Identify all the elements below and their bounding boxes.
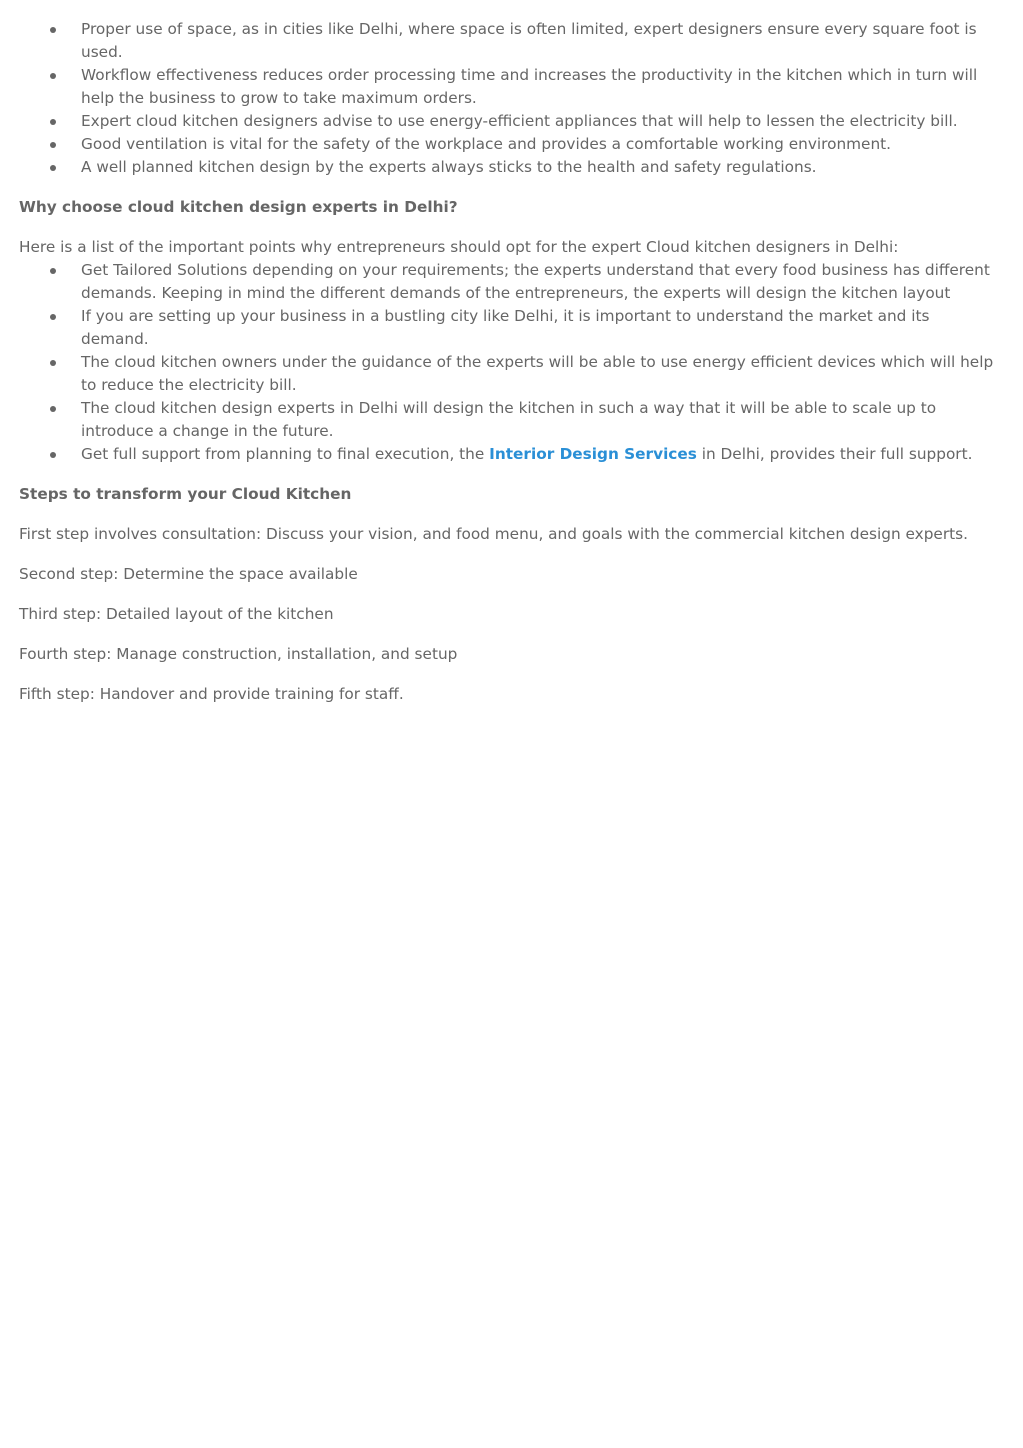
list-item-text: Good ventilation is vital for the safety of the workplace and provides a comfortable working environment. [81,135,892,153]
interior-design-services-link[interactable]: Interior Design Services [489,445,697,463]
bullet-icon [50,314,56,320]
section-heading-why-choose: Why choose cloud kitchen design experts in Delhi? [19,198,458,216]
step-paragraph: Second step: Determine the space available [19,565,358,583]
list-item-text: Workflow effectiveness reduces order processing time and increases the productivity in the kitchen which in turn will help the business to grow to take maximum orders. [81,66,978,107]
list-item [19,18,999,64]
list-item-text-after-link: in Delhi, provides their full support. [696,445,973,463]
bullet-icon [50,360,56,366]
step-paragraph: Fifth step: Handover and provide training for staff. [19,685,404,703]
list-item-text: The cloud kitchen owners under the guidance of the experts will be able to use energy efficient devices which will help to reduce the electricity bill. [81,353,994,394]
bullet-icon [50,119,56,125]
step-paragraph: Third step: Detailed layout of the kitchen [19,605,334,623]
bullet-icon [50,452,56,458]
list-item [19,443,999,466]
list-item-text: If you are setting up your business in a bustling city like Delhi, it is important to understand the market and its demand. [81,307,930,348]
list-item [19,133,999,156]
list-item [19,305,999,351]
list-item-text: The cloud kitchen design experts in Delhi will design the kitchen in such a way that it will be able to scale up to introduce a change in the future. [81,399,937,440]
list-item-text: Get Tailored Solutions depending on your requirements; the experts understand that every food business has different demands. Keeping in mind the different demands of the entrepreneurs, the experts will design the kitchen layout [81,261,990,302]
list-item [19,156,999,179]
benefits-list [19,18,999,179]
section-heading-steps: Steps to transform your Cloud Kitchen [19,485,352,503]
list-item [19,110,999,133]
bullet-icon [50,165,56,171]
list-item-text: A well planned kitchen design by the experts always sticks to the health and safety regulations. [81,158,817,176]
document-page [19,18,999,706]
bullet-icon [50,73,56,79]
list-item [19,64,999,110]
step-paragraph: First step involves consultation: Discuss your vision, and food menu, and goals with the commercial kitchen design experts. [19,525,968,543]
section-intro: Here is a list of the important points why entrepreneurs should opt for the expert Cloud kitchen designers in Delhi: [19,238,899,256]
list-item [19,351,999,397]
step-paragraph: Fourth step: Manage construction, installation, and setup [19,645,458,663]
list-item-text: Proper use of space, as in cities like Delhi, where space is often limited, expert designers ensure every square foot is used. [81,20,977,61]
bullet-icon [50,142,56,148]
bullet-icon [50,268,56,274]
list-item-text: Expert cloud kitchen designers advise to use energy-efficient appliances that will help to lessen the electricity bill. [81,112,958,130]
list-item-text-before-link: Get full support from planning to final execution, the [81,445,490,463]
reasons-list [19,259,999,466]
list-item [19,259,999,305]
bullet-icon [50,27,56,33]
bullet-icon [50,406,56,412]
list-item [19,397,999,443]
